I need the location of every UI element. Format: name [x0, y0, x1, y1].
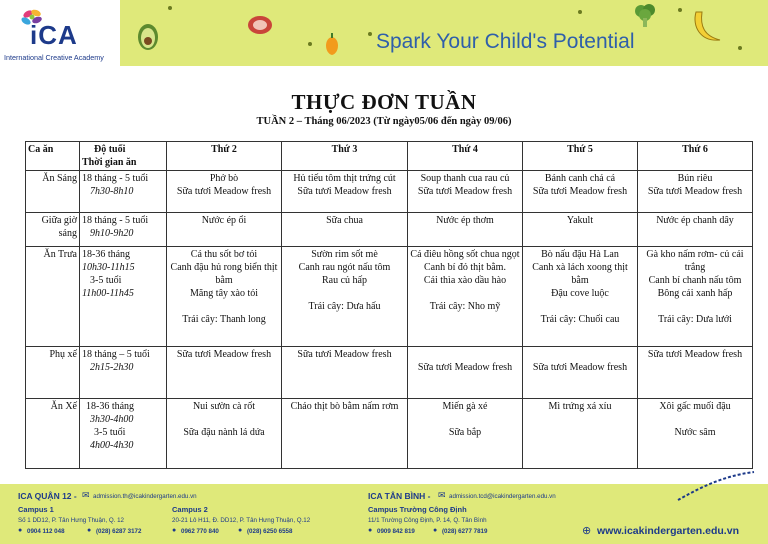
- age-time-cell: [80, 347, 167, 399]
- page-title: THỰC ĐƠN TUẦN: [291, 90, 477, 114]
- campus3-name: Campus Trường Công Định: [368, 505, 467, 514]
- campus3-district: ICA TÂN BÌNH -: [368, 491, 431, 501]
- header-day-1: Thứ 2: [167, 142, 282, 171]
- campus2-address: 20-21 Lô H11, Đ. DD12, P. Tân Hưng Thuận, Q.12: [172, 517, 311, 524]
- table-row: [26, 347, 753, 399]
- dish-cell: Miến gà xé Sữa bắp: [408, 399, 523, 469]
- time-text: 3h30-4h00: [90, 414, 134, 425]
- dish-cell: Nui sườn cà rốt Sữa đậu nành lá dứa: [167, 399, 282, 469]
- dish-cell: Cá điêu hồng sốt chua ngọt Canh bí đỏ thịt bằm. Cải thìa xào dầu hào Trái cây: Nho mỹ: [408, 247, 523, 347]
- age-text: 18 tháng – 5 tuổi: [82, 349, 150, 360]
- age-text: 18 tháng - 5 tuổi: [82, 215, 149, 226]
- dish-cell: Sữa tươi Meadow fresh: [167, 347, 282, 399]
- time-text: 9h10-9h20: [90, 228, 134, 239]
- dish-cell: Nước ép chanh dây: [638, 213, 753, 247]
- campus3-email[interactable]: admission.tcd@icakindergarten.edu.vn: [449, 493, 556, 500]
- dish-cell: Bún riêu Sữa tươi Meadow fresh: [638, 171, 753, 213]
- phone-icon: ●: [87, 527, 92, 534]
- website-link[interactable]: www.icakindergarten.edu.vn: [597, 525, 739, 537]
- time-text: 7h30-8h10: [90, 186, 134, 197]
- campus2-tel[interactable]: (028) 6250 6558: [247, 528, 293, 535]
- dish-cell: Xôi gấc muối đậu Nước sâm: [638, 399, 753, 469]
- header-age: Độ tuổi: [94, 144, 126, 155]
- dish-cell: Nước ép thơm: [408, 213, 523, 247]
- time-text: 11h00-11h45: [82, 288, 134, 299]
- header-day-2: Thứ 3: [282, 142, 408, 171]
- age-time-cell: [80, 213, 167, 247]
- table-row: [26, 399, 753, 469]
- dish-cell: Sườn rim sốt mè Canh rau ngót nấu tôm Rau củ hấp Trái cây: Dưa hấu: [282, 247, 408, 347]
- age-time-cell: [80, 399, 167, 469]
- header-day-3: Thứ 4: [408, 142, 523, 171]
- slogan: Spark Your Child's Potential: [376, 30, 635, 53]
- dish-cell: Cháo thịt bò bằm nấm rơm: [282, 399, 408, 469]
- dish-cell: Mì trứng xá xíu: [523, 399, 638, 469]
- footer: [0, 484, 768, 544]
- dish-cell: Soup thanh cua rau củ Sữa tươi Meadow fresh: [408, 171, 523, 213]
- mail-icon: ✉: [438, 490, 446, 500]
- dish-cell: Sữa tươi Meadow fresh: [408, 347, 523, 399]
- age-text: 18 tháng - 5 tuổi: [82, 173, 149, 184]
- meal-cell: Ăn Sáng: [26, 171, 80, 213]
- phone-icon: ●: [368, 527, 373, 534]
- dish-cell: Bánh canh chả cá Sữa tươi Meadow fresh: [523, 171, 638, 213]
- table-header-row: [26, 142, 753, 171]
- phone-icon: ●: [433, 527, 438, 534]
- weekly-menu-table: [25, 141, 753, 469]
- mail-icon: ✉: [82, 490, 90, 500]
- phone-icon: ●: [172, 527, 177, 534]
- age-text: 3-5 tuổi: [90, 275, 122, 286]
- globe-icon: ⊕: [582, 525, 592, 537]
- age-text: 18-36 tháng: [86, 401, 135, 412]
- campus2-phone[interactable]: 0962 770 840: [181, 528, 219, 535]
- table-row: [26, 171, 753, 213]
- campus1-tel[interactable]: (028) 6287 3172: [96, 528, 142, 535]
- meal-cell: Ăn Trưa: [26, 247, 80, 347]
- table-row: [26, 213, 753, 247]
- week-subtitle: TUẦN 2 – Tháng 06/2023 (Từ ngày05/06 đến ngày 09/06): [256, 116, 512, 127]
- logo-text: iCA: [30, 20, 78, 50]
- age-time-cell: [80, 247, 167, 347]
- campus1-address: Số 1 DD12, P. Tân Hưng Thuận, Q. 12: [18, 517, 124, 524]
- dish-cell: Sữa tươi Meadow fresh: [523, 347, 638, 399]
- phone-icon: ●: [18, 527, 23, 534]
- campus3-address: 11/1 Trường Công Định, P. 14, Q. Tân Bình: [368, 517, 487, 524]
- dish-cell: Phở bò Sữa tươi Meadow fresh: [167, 171, 282, 213]
- dish-cell: Sữa tươi Meadow fresh: [282, 347, 408, 399]
- avocado-icon: [136, 18, 160, 52]
- age-text: 18-36 tháng: [82, 249, 131, 260]
- meal-cell: Ăn Xế: [26, 399, 80, 469]
- dish-cell: Bò nấu đậu Hà Lan Canh xà lách xoong thịt bằm Đậu cove luộc Trái cây: Chuối cau: [523, 247, 638, 347]
- meal-cell: Phụ xế: [26, 347, 80, 399]
- dish-cell: Nước ép ổi: [167, 213, 282, 247]
- time-text: 2h15-2h30: [90, 362, 134, 373]
- time-text: 4h00-4h30: [90, 440, 134, 451]
- campus1-name: Campus 1: [18, 505, 54, 514]
- campus1-district: ICA QUẬN 12 -: [18, 491, 77, 501]
- table-row: [26, 247, 753, 347]
- header-meal: Ca ăn: [26, 142, 80, 171]
- logo-area: [0, 0, 120, 66]
- campus1-email[interactable]: admission.th@icakindergarten.edu.vn: [93, 493, 197, 500]
- campus3-tel[interactable]: (028) 6277 7819: [442, 528, 488, 535]
- header-day-5: Thứ 6: [638, 142, 753, 171]
- header-day-4: Thứ 5: [523, 142, 638, 171]
- ica-logo[interactable]: [4, 2, 114, 62]
- header-time: Thời gian ăn: [82, 157, 137, 168]
- header-banner: [0, 0, 768, 66]
- logo-subtitle: International Creative Academy: [4, 53, 104, 62]
- campus3-phone[interactable]: 0909 842 819: [377, 528, 415, 535]
- header-age-time: [80, 142, 167, 171]
- meal-cell: Giữa giờ sáng: [26, 213, 80, 247]
- dish-cell: Sữa tươi Meadow fresh: [638, 347, 753, 399]
- age-time-cell: [80, 171, 167, 213]
- campus2-name: Campus 2: [172, 505, 208, 514]
- dish-cell: Yakult: [523, 213, 638, 247]
- campus1-phone[interactable]: 0904 112 048: [27, 528, 65, 535]
- swoosh-decoration: [676, 468, 756, 504]
- dish-cell: Gà kho nấm rơm- củ cải trắng Canh bí chanh nấu tôm Bông cải xanh hấp Trái cây: Dưa lưới: [638, 247, 753, 347]
- dish-cell: Sữa chua: [282, 213, 408, 247]
- age-text: 3-5 tuổi: [94, 427, 126, 438]
- dish-cell: Cá thu sốt bơ tỏi Canh đậu hủ rong biển thịt bằm Măng tây xào tỏi Trái cây: Thanh long: [167, 247, 282, 347]
- dish-cell: Hủ tiếu tôm thịt trứng cút Sữa tươi Meadow fresh: [282, 171, 408, 213]
- time-text: 10h30-11h15: [82, 262, 135, 273]
- phone-icon: ●: [238, 527, 243, 534]
